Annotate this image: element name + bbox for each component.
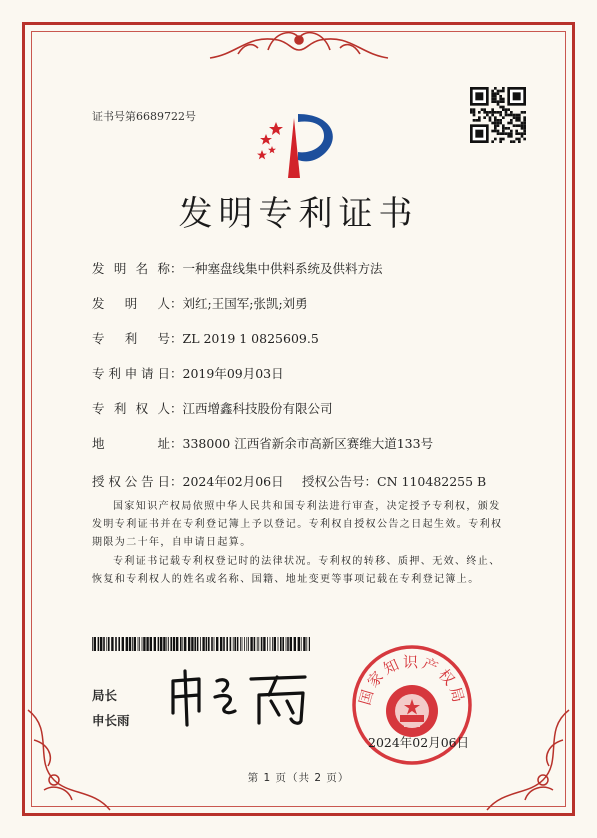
seal-ring-text: 国家知识产权局 xyxy=(355,653,469,708)
field-invention-name: 发 明 名 称：一种塞盘线集中供料系统及供料方法 xyxy=(92,261,383,276)
field-value: ZL 2019 1 0825609.5 xyxy=(182,331,319,346)
field-label: 授权公告日 xyxy=(92,474,170,489)
field-patentee: 专 利 权 人：江西增鑫科技股份有限公司 xyxy=(92,401,333,416)
qr-code xyxy=(470,87,526,143)
page-number: 第 1 页（共 2 页） xyxy=(247,772,350,784)
field-label: 发 明 人 xyxy=(92,296,170,311)
field-value: 江西增鑫科技股份有限公司 xyxy=(182,401,333,416)
legal-paragraph-1: 国家知识产权局依照中华人民共和国专利法进行审查，决定授予专利权，颁发发明专利证书并在专利登记簿上予以登记。专利权自授权公告之日起生效。专利权期限为二十年，自申请日起算。 xyxy=(92,501,503,548)
field-label: 专利申请日 xyxy=(92,366,170,381)
legal-paragraph-2: 专利证书记载专利权登记时的法律状况。专利权的转移、质押、无效、终止、恢复和专利权人的姓名或名称、国籍、地址变更等事项记载在专利登记簿上。 xyxy=(92,556,501,585)
corner-ornament-bottom-right xyxy=(483,700,573,815)
field-label: 授权公告号 xyxy=(302,474,365,489)
field-value: 2019年09月03日 xyxy=(182,366,284,381)
seal-date: 2024年02月06日 xyxy=(368,735,470,750)
field-publication-number: 授权公告号：CN 110482255 B xyxy=(302,474,487,489)
field-label: 发 明 名 称 xyxy=(92,261,170,276)
field-grant-date: 授权公告日：2024年02月06日 xyxy=(92,474,284,489)
field-label: 专 利 权 人 xyxy=(92,401,170,416)
field-address: 地 址：338000 江西省新余市高新区赛维大道133号 xyxy=(92,436,434,451)
field-inventors: 发 明 人：刘红;王国军;张凯;刘勇 xyxy=(92,296,308,311)
cnipa-logo xyxy=(254,108,344,180)
field-value: 刘红;王国军;张凯;刘勇 xyxy=(182,296,308,311)
signer-name: 申长雨 xyxy=(92,713,130,728)
field-label: 地 址 xyxy=(92,436,170,451)
certificate-title: 发明专利证书 xyxy=(178,194,419,234)
field-value: 2024年02月06日 xyxy=(182,474,284,489)
director-signature xyxy=(165,667,315,727)
top-ornament xyxy=(208,24,390,64)
field-label: 专 利 号 xyxy=(92,331,170,346)
field-value: CN 110482255 B xyxy=(377,474,487,489)
barcode xyxy=(92,637,310,651)
field-patent-number: 专 利 号：ZL 2019 1 0825609.5 xyxy=(92,331,319,346)
signer-role: 局长 xyxy=(92,688,118,703)
certificate-number: 证书号第6689722号 xyxy=(92,110,196,123)
field-application-date: 专利申请日：2019年09月03日 xyxy=(92,366,284,381)
field-value: 338000 江西省新余市高新区赛维大道133号 xyxy=(182,436,434,451)
field-value: 一种塞盘线集中供料系统及供料方法 xyxy=(182,261,383,276)
national-emblem-icon xyxy=(386,685,438,737)
